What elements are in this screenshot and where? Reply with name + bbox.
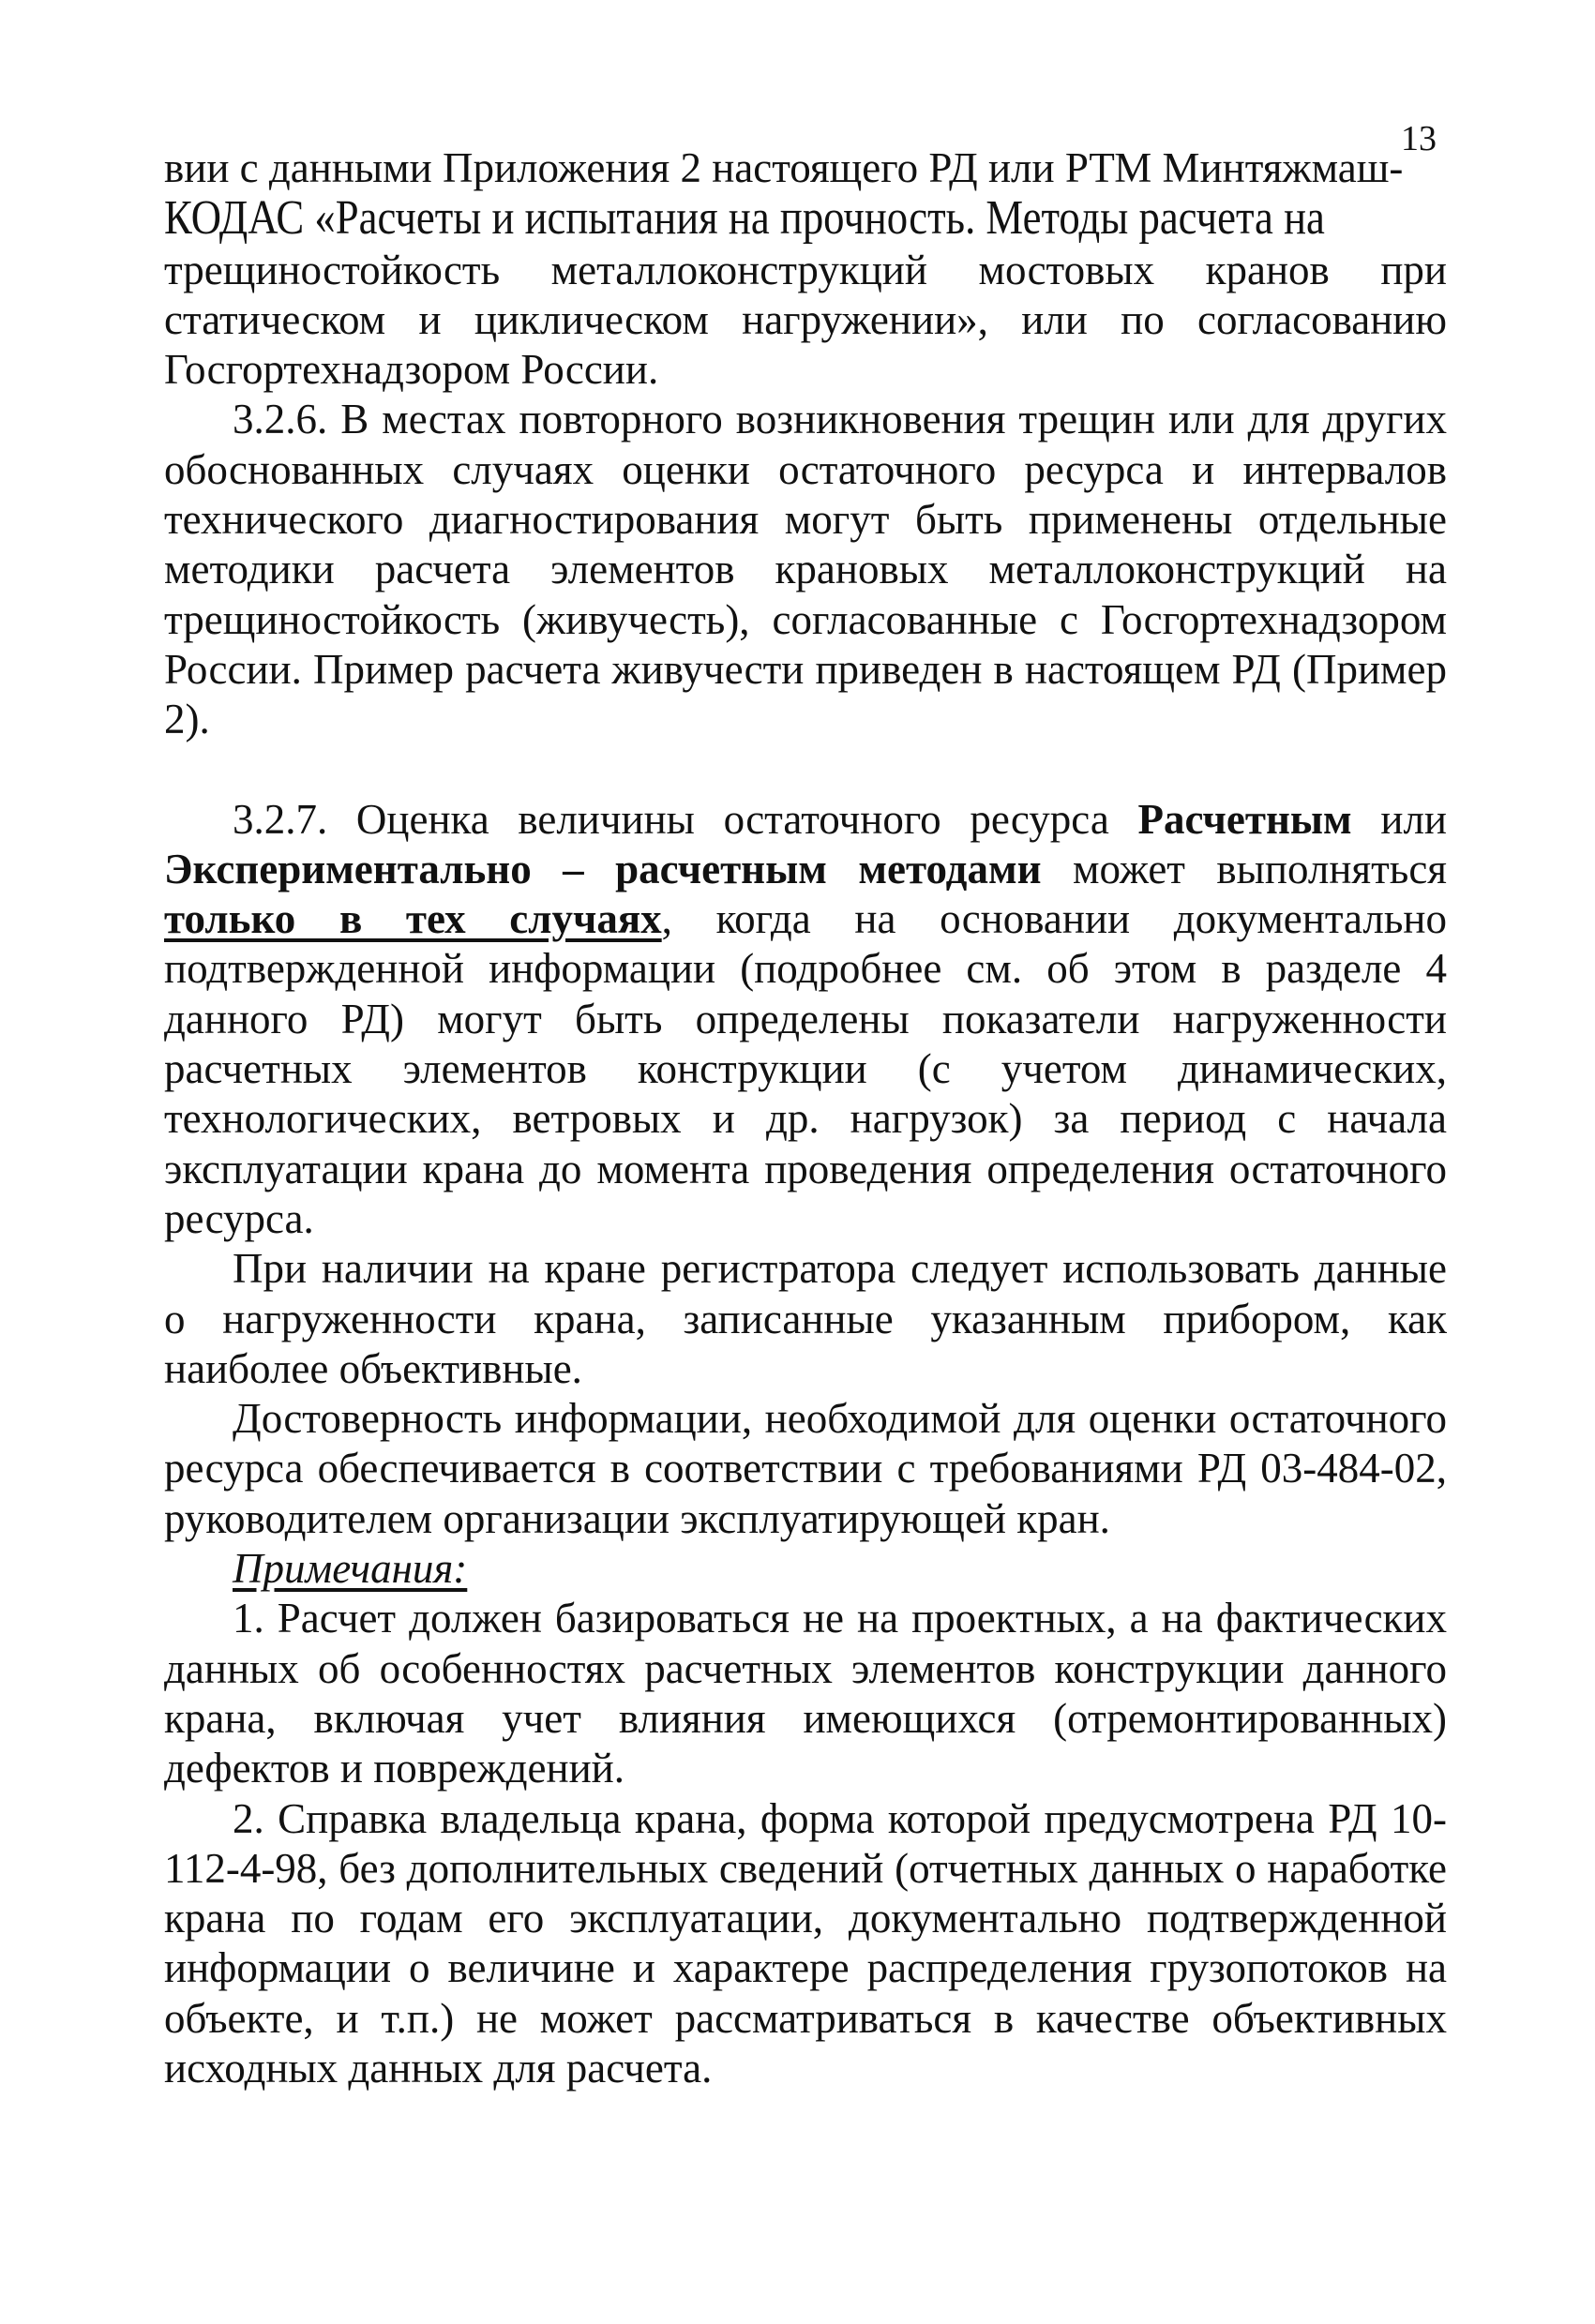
paragraph-continuation-rest: трещиностойкость металлоконструкций мостовых кранов при статическом и циклическом нагружении», или по согласованию Госгортехнадзором России. xyxy=(164,246,1447,394)
paragraph-continuation-condensed-line: КОДАС «Расчеты и испытания на прочность. Методы расчета на xyxy=(164,191,1325,246)
paragraph-3-2-7 xyxy=(164,795,1447,1245)
body-text xyxy=(164,143,1447,2093)
p327-underlined-only-cases: только в тех случаях xyxy=(164,895,662,943)
p327-text-3: может выполняться xyxy=(1041,845,1447,892)
p327-text-4: , когда на основании документально подтвержденной информации (подробнее см. об этом в разделе 4 данного РД) могут быть определены показатели нагруженности расчетных элементов конструкции (с учетом динамических, технологических, ветровых и др. нагрузок) за период с начала эксплуатации крана до момента проведения определения остаточного ресурса. xyxy=(164,895,1447,1242)
paragraph-continuation-line1: вии с данными Приложения 2 настоящего РД или РТМ Минтяжмаш- xyxy=(164,144,1404,191)
paragraph-continuation xyxy=(164,143,1447,395)
note-item-1: 1. Расчет должен базироваться не на проектных, а на фактических данных об особенностях расчетных элементов конструкции данного крана, включая учет влияния имеющихся (отремонтированных) дефектов и повреждений. xyxy=(164,1595,1447,1792)
paragraph-registrar: При наличии на кране регистратора следует использовать данные о нагруженности крана, записанные указанным прибором, как наиболее объективные. xyxy=(164,1245,1447,1392)
notes-title: Примечания: xyxy=(233,1545,468,1593)
p327-text-2: или xyxy=(1351,795,1447,843)
p327-bold-experimental: Экспериментально – расчетным методами xyxy=(164,845,1042,892)
p327-text-1: 3.2.7. Оценка величины остаточного ресурса xyxy=(233,795,1138,843)
notes-block xyxy=(164,1544,1447,1594)
page-number: 13 xyxy=(1401,119,1437,158)
paragraph-3-2-6: 3.2.6. В местах повторного возникновения трещин или для других обоснованных случаях оценки остаточного ресурса и интервалов технического диагностирования могут быть применены отдельные методики расчета элементов крановых металлоконструкций на трещиностойкость (живучесть), согласованные с Госгортехнадзором России. Пример расчета живучести приведен в настоящем РД (Пример 2). xyxy=(164,396,1447,743)
note-item-2: 2. Справка владельца крана, форма которой предусмотрена РД 10-112-4-98, без дополнительных сведений (отчетных данных о наработке крана по годам его эксплуатации, документально подтвержденной информации о величине и характере распределения грузопотоков на объекте, и т.п.) не может рассматриваться в качестве объективных исходных данных для расчета. xyxy=(164,1794,1447,2092)
paragraph-reliability: Достоверность информации, необходимой для оценки остаточного ресурса обеспечивается в соответствии с требованиями РД 03-484-02, руководителем организации эксплуатирующей кран. xyxy=(164,1395,1447,1542)
p327-bold-calculated: Расчетным xyxy=(1137,795,1352,843)
